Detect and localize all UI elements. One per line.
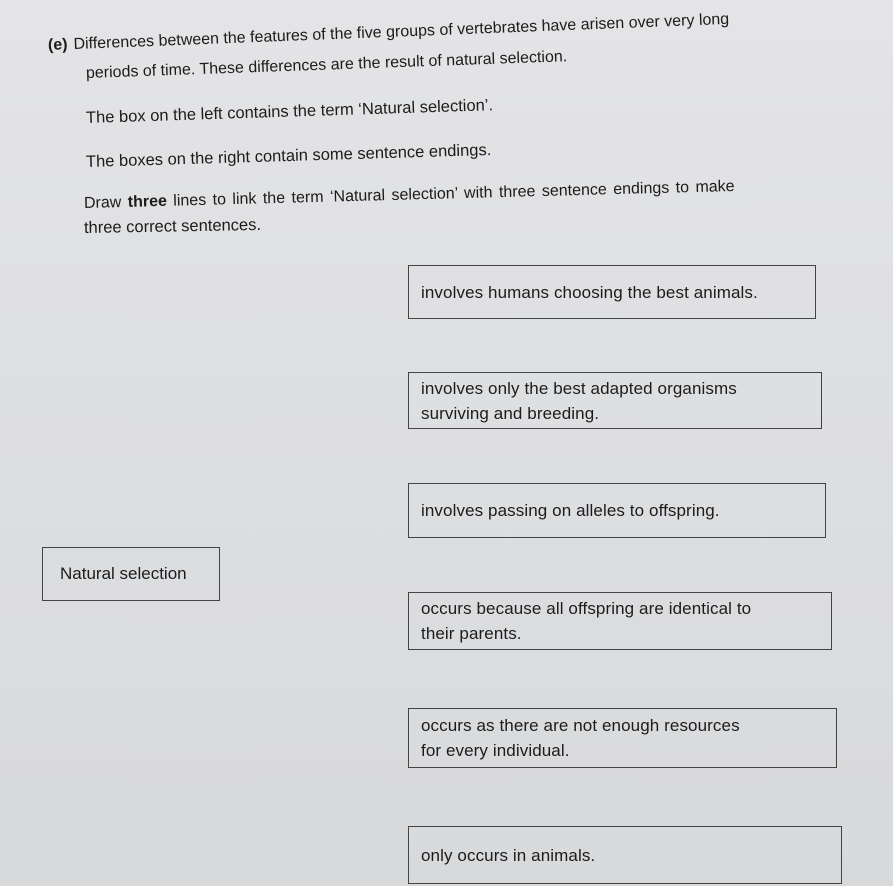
- instruction-line-2: three correct sentences.: [83, 215, 262, 237]
- ending-2-line-2: surviving and breeding.: [421, 403, 600, 423]
- ending-6-text: only occurs in animals.: [421, 845, 596, 865]
- ending-box-4[interactable]: [408, 592, 832, 650]
- question-intro-line-1: (e) Differences between the features of the five groups of vertebrates have arisen over very long: [47, 10, 730, 54]
- ending-4-line-1: occurs because all offspring are identical to: [421, 599, 752, 618]
- ending-1-text: involves humans choosing the best animals.: [421, 282, 758, 302]
- ending-box-5[interactable]: [408, 708, 837, 768]
- ending-3-text: involves passing on alleles to offspring.: [421, 501, 720, 520]
- ending-2-line-1: involves only the best adapted organisms: [421, 378, 737, 398]
- natural-selection-term-box[interactable]: [42, 547, 220, 601]
- question-number: (e): [47, 36, 68, 54]
- right-boxes-description: The boxes on the right contain some sentence endings.: [85, 140, 492, 171]
- ending-box-6[interactable]: [408, 826, 842, 884]
- left-box-description: The box on the left contains the term ‘Natural selection’.: [85, 96, 494, 127]
- instruction-line-1: Draw three lines to link the term ‘Natural selection’ with three sentence endings to make: [83, 177, 735, 212]
- question-intro-line-2: periods of time. These differences are the result of natural selection.: [85, 48, 568, 82]
- term-label: Natural selection: [60, 564, 187, 583]
- ending-box-2[interactable]: [408, 372, 822, 429]
- ending-5-line-2: for every individual.: [421, 741, 570, 760]
- ending-5-line-1: occurs as there are not enough resources: [421, 716, 740, 735]
- ending-box-1[interactable]: [408, 265, 816, 319]
- ending-box-3[interactable]: [408, 483, 826, 538]
- ending-4-line-2: their parents.: [421, 624, 522, 643]
